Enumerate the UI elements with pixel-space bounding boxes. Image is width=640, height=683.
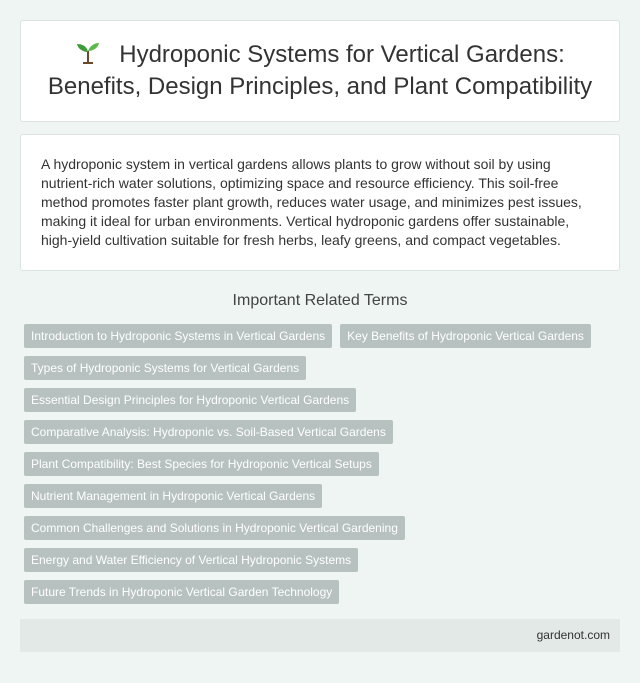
related-term-tag[interactable]: Future Trends in Hydroponic Vertical Garden Technology [24, 580, 339, 604]
related-term-tag[interactable]: Comparative Analysis: Hydroponic vs. Soil-Based Vertical Gardens [24, 420, 393, 444]
tag-row [24, 452, 620, 476]
tag-row [24, 516, 620, 540]
tag-row [24, 548, 620, 572]
related-term-tag[interactable]: Introduction to Hydroponic Systems in Vertical Gardens [24, 324, 332, 348]
related-term-tag[interactable]: Key Benefits of Hydroponic Vertical Gardens [340, 324, 591, 348]
related-terms-list [24, 324, 620, 612]
tag-row [24, 580, 620, 604]
related-term-tag[interactable]: Energy and Water Efficiency of Vertical Hydroponic Systems [24, 548, 358, 572]
related-term-tag[interactable]: Types of Hydroponic Systems for Vertical Gardens [24, 356, 306, 380]
related-term-tag[interactable]: Essential Design Principles for Hydroponic Vertical Gardens [24, 388, 356, 412]
footer [20, 619, 620, 652]
tag-row [24, 484, 620, 508]
seedling-icon [75, 40, 101, 64]
related-term-tag[interactable]: Common Challenges and Solutions in Hydroponic Vertical Gardening [24, 516, 405, 540]
tag-row [24, 356, 620, 380]
title-line-1: Hydroponic Systems for Vertical Gardens: [119, 41, 565, 68]
footer-site-link[interactable]: gardenot.com [536, 628, 610, 642]
summary-card [20, 134, 620, 271]
related-terms-heading: Important Related Terms [232, 292, 408, 309]
tag-row [24, 324, 620, 348]
tag-row [24, 388, 620, 412]
page-title [48, 39, 592, 103]
tag-row [24, 420, 620, 444]
summary-text: A hydroponic system in vertical gardens allows plants to grow without soil by using nutrient-rich water solutions, optimizing space and resource efficiency. This soil-free method promotes faster plant growth, reduces water usage, and minimizes pest issues, making it ideal for urban environments. Vertical hydroponic gardens offer sustainable, high-yield cultivation suitable for fresh herbs, leafy greens, and compact vegetables. [41, 156, 582, 248]
title-card [20, 20, 620, 122]
related-term-tag[interactable]: Plant Compatibility: Best Species for Hydroponic Vertical Setups [24, 452, 379, 476]
related-term-tag[interactable]: Nutrient Management in Hydroponic Vertical Gardens [24, 484, 322, 508]
title-line-2: Benefits, Design Principles, and Plant Compatibility [47, 73, 593, 100]
